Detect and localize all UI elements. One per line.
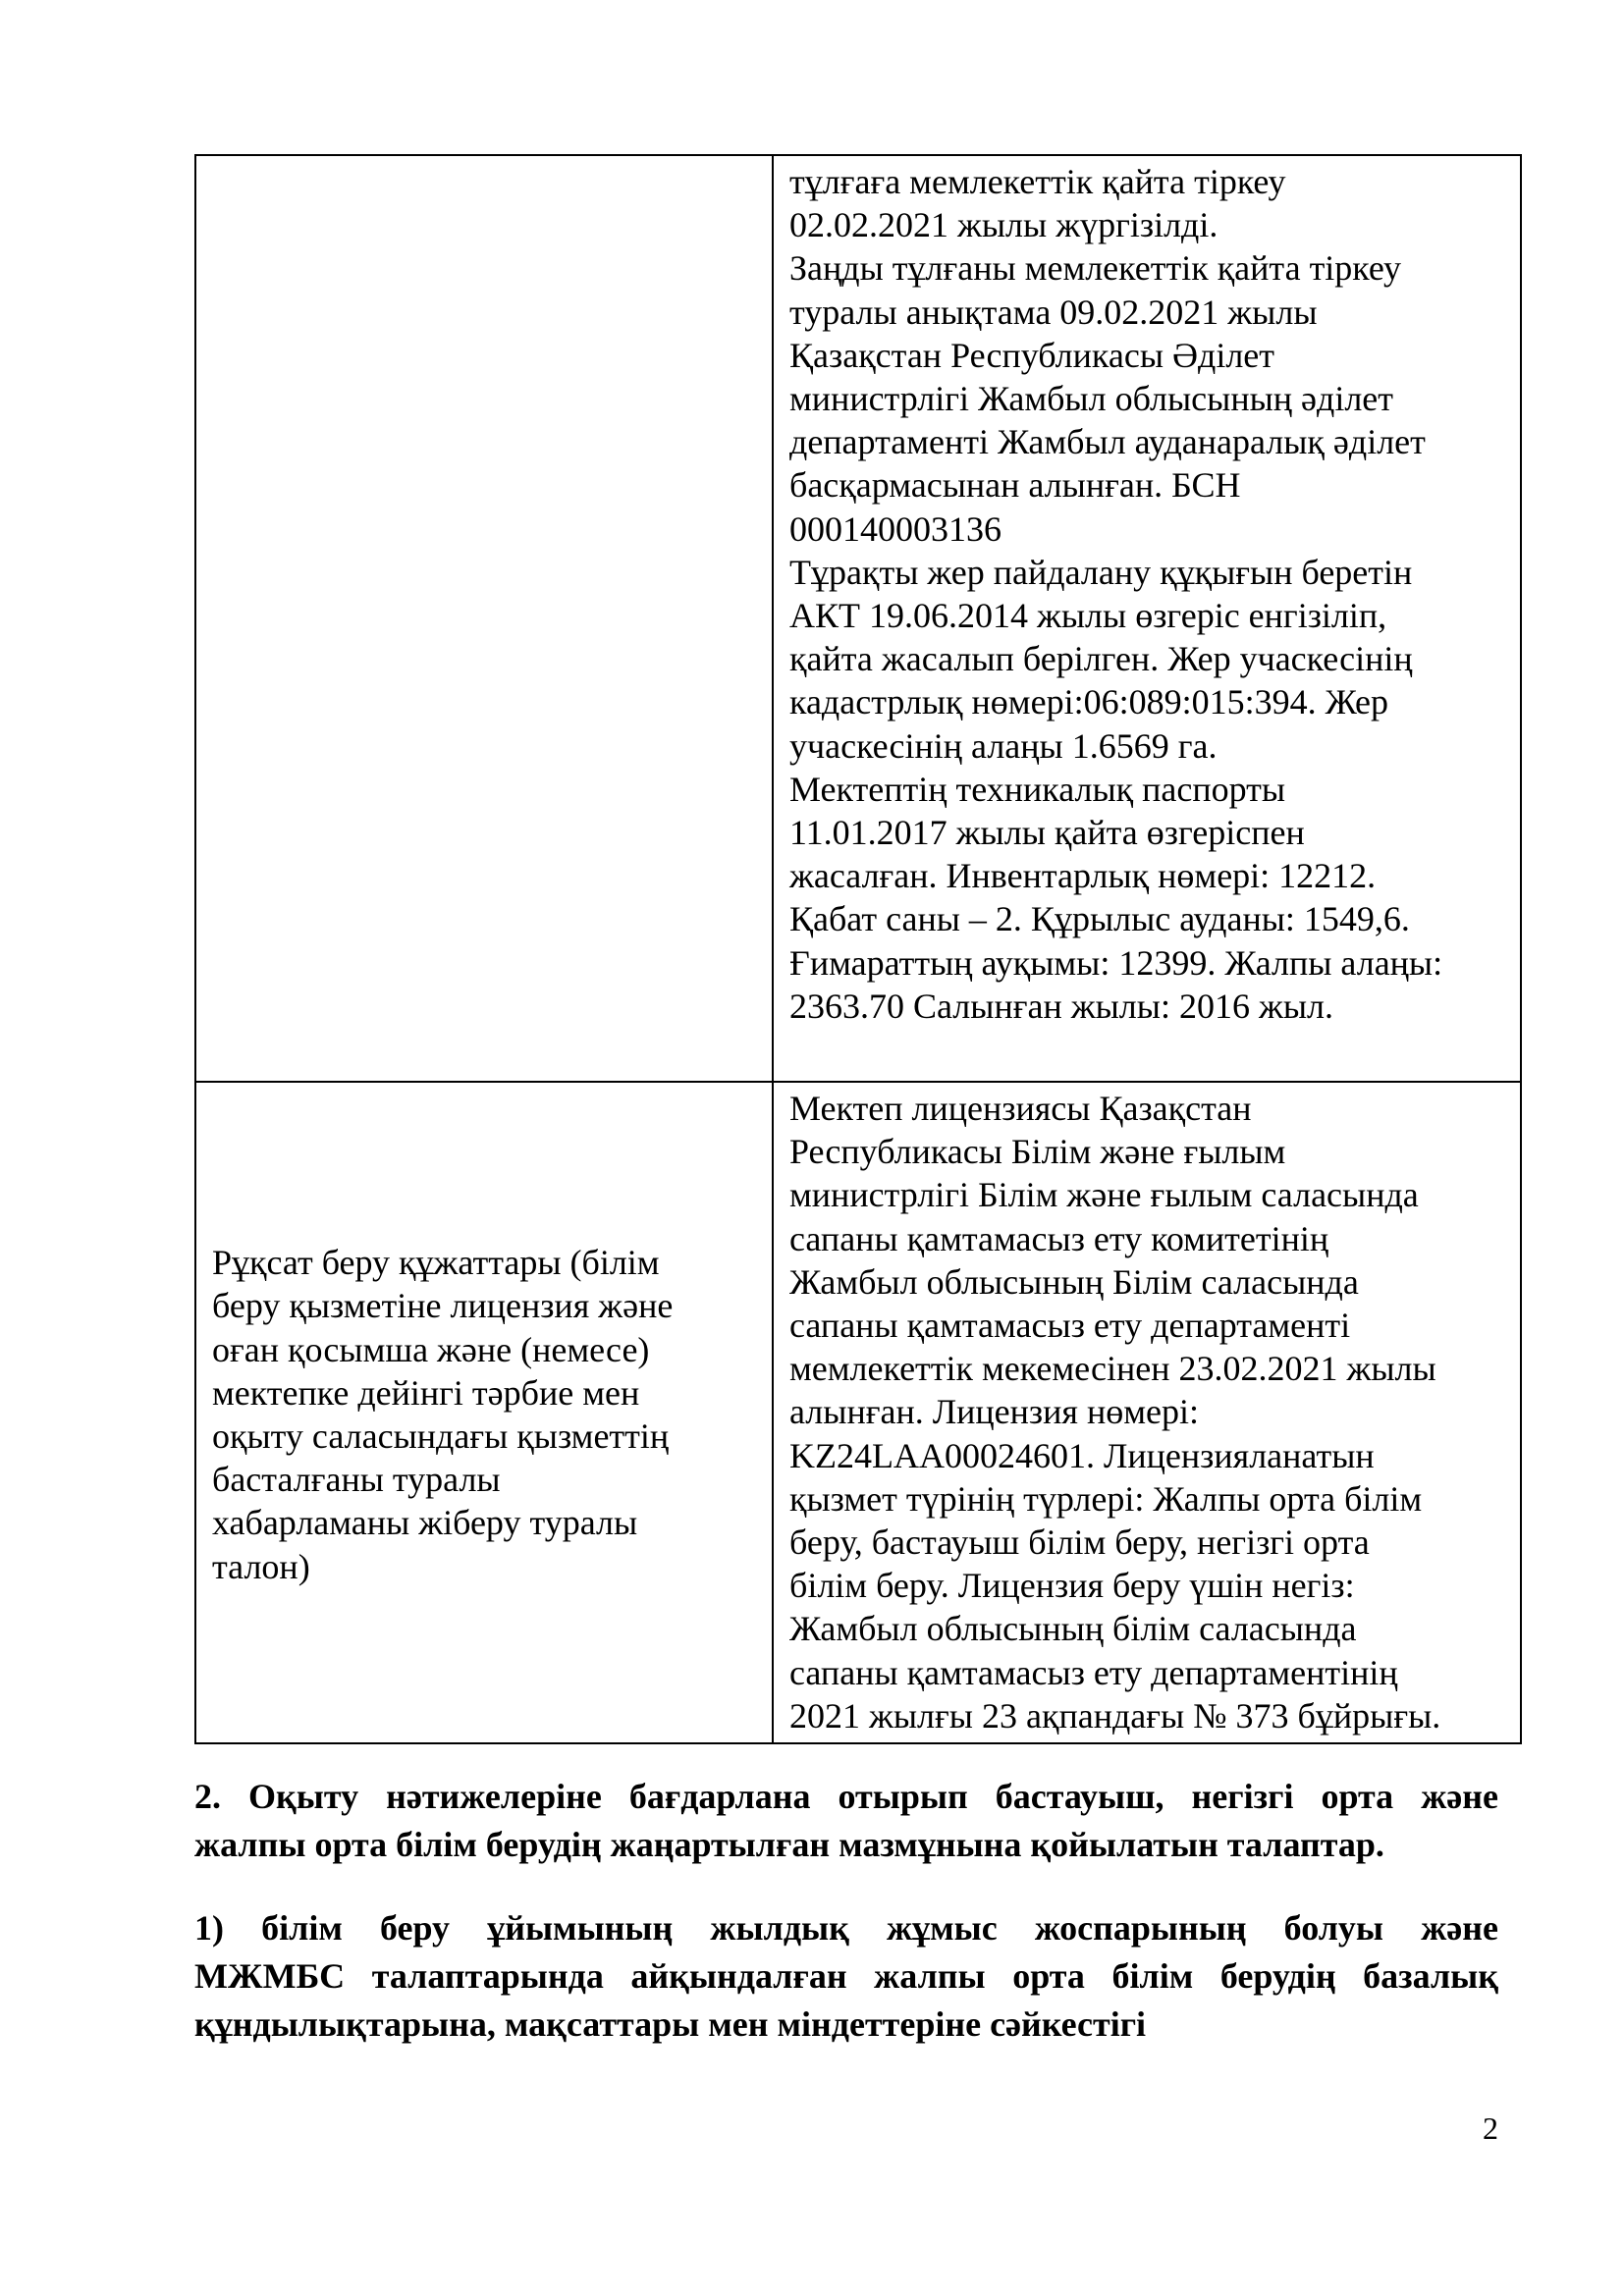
- text-line: басталғаны туралы: [212, 1460, 501, 1500]
- heading-line: 1) білім беру ұйымының жылдық жұмыс жоспарының болуы және: [194, 1908, 1498, 1948]
- text-line: Қабат саны – 2. Құрылыс ауданы: 1549,6.: [789, 899, 1410, 939]
- text-line: қызмет түрінің түрлері: Жалпы орта білім: [789, 1478, 1423, 1519]
- subsection-1-heading: [194, 1904, 1498, 2049]
- text-line: мектепке дейінгі тәрбие мен: [212, 1372, 640, 1413]
- text-line: Республикасы Білім және ғылым: [789, 1132, 1286, 1172]
- text-line: Тұрақты жер пайдалану құқығын беретін: [789, 552, 1413, 592]
- text-line: тұлғаға мемлекеттік қайта тіркеу: [789, 162, 1286, 201]
- text-line: сапаны қамтамасыз ету департаментінің: [789, 1652, 1398, 1692]
- text-line: оқыту саласындағы қызметтің: [212, 1416, 670, 1456]
- table-cell-left-empty: [195, 155, 773, 1082]
- text-line: департаменті Жамбыл ауданаралық әділет: [789, 422, 1426, 462]
- text-line: 2021 жылғы 23 ақпандағы № 373 бұйрығы.: [789, 1695, 1441, 1735]
- text-line: министрлігі Білім және ғылым саласында: [789, 1175, 1419, 1215]
- table-cell-license-info: [773, 1082, 1521, 1743]
- table-row: [195, 1082, 1521, 1743]
- text-line: Мектептің техникалық паспорты: [789, 769, 1286, 809]
- text-line: Қазақстан Республикасы Әділет: [789, 335, 1274, 375]
- table-row: [195, 155, 1521, 1082]
- text-line: Ғимараттың ауқымы: 12399. Жалпы алаңы:: [789, 942, 1443, 983]
- text-line: учаскесінің алаңы 1.6569 га.: [789, 725, 1218, 766]
- text-line: сапаны қамтамасыз ету комитетінің: [789, 1218, 1329, 1258]
- heading-line: 2. Оқыту нәтижелеріне бағдарлана отырып бастауыш, негізгі орта және: [194, 1777, 1498, 1816]
- text-line: алынған. Лицензия нөмері:: [789, 1392, 1199, 1432]
- text-line: 2363.70 Салынған жылы: 2016 жыл.: [789, 986, 1333, 1026]
- text-line: білім беру. Лицензия беру үшін негіз:: [789, 1566, 1355, 1606]
- text-line: хабарламаны жіберу туралы: [212, 1503, 638, 1543]
- table-cell-permit-documents-label: [195, 1082, 773, 1743]
- text-line: кадастрлық нөмері:06:089:015:394. Жер: [789, 682, 1388, 722]
- text-line: басқармасынан алынған. БСН: [789, 465, 1241, 506]
- text-line: Жамбыл облысының Білім саласында: [789, 1261, 1359, 1302]
- text-line: 11.01.2017 жылы қайта өзгеріспен: [789, 813, 1305, 853]
- text-line: 02.02.2021 жылы жүргізілді.: [789, 205, 1218, 245]
- page-number: 2: [1483, 2110, 1498, 2146]
- text-line: Жамбыл облысының білім саласында: [789, 1609, 1357, 1649]
- text-line: АКТ 19.06.2014 жылы өзгеріс енгізіліп,: [789, 596, 1387, 636]
- table-cell-registration-info: [773, 155, 1521, 1082]
- text-line: 000140003136: [789, 508, 1001, 549]
- text-line: Рұқсат беру құжаттары (білім: [212, 1243, 660, 1283]
- text-line: оған қосымша және (немесе): [212, 1329, 650, 1369]
- document-table: [194, 154, 1522, 1744]
- text-line: Мектеп лицензиясы Қазақстан: [789, 1089, 1252, 1128]
- text-line: KZ24LAA00024601. Лицензияланатын: [789, 1435, 1375, 1475]
- text-line: жасалған. Инвентарлық нөмері: 12212.: [789, 856, 1377, 896]
- text-line: министрлігі Жамбыл облысының әділет: [789, 379, 1394, 419]
- heading-line: жалпы орта білім берудің жаңартылған мазмұнына қойылатын талаптар.: [194, 1825, 1384, 1864]
- text-line: талон): [212, 1546, 310, 1586]
- text-line: Заңды тұлғаны мемлекеттік қайта тіркеу: [789, 248, 1401, 289]
- text-line: сапаны қамтамасыз ету департаменті: [789, 1306, 1351, 1346]
- heading-line: МЖМБС талаптарында айқындалған жалпы орта білім берудің базалық: [194, 1956, 1498, 1996]
- text-line: беру, бастауыш білім беру, негізгі орта: [789, 1522, 1370, 1563]
- text-line: қайта жасалып берілген. Жер учаскесінің: [789, 639, 1413, 679]
- text-line: беру қызметіне лицензия және: [212, 1286, 674, 1326]
- text-line: мемлекеттік мекемесінен 23.02.2021 жылы: [789, 1349, 1436, 1389]
- text-line: туралы анықтама 09.02.2021 жылы: [789, 292, 1318, 332]
- section-2-heading: [194, 1773, 1498, 1869]
- heading-line: құндылықтарына, мақсаттары мен міндеттеріне сәйкестігі: [194, 2004, 1147, 2044]
